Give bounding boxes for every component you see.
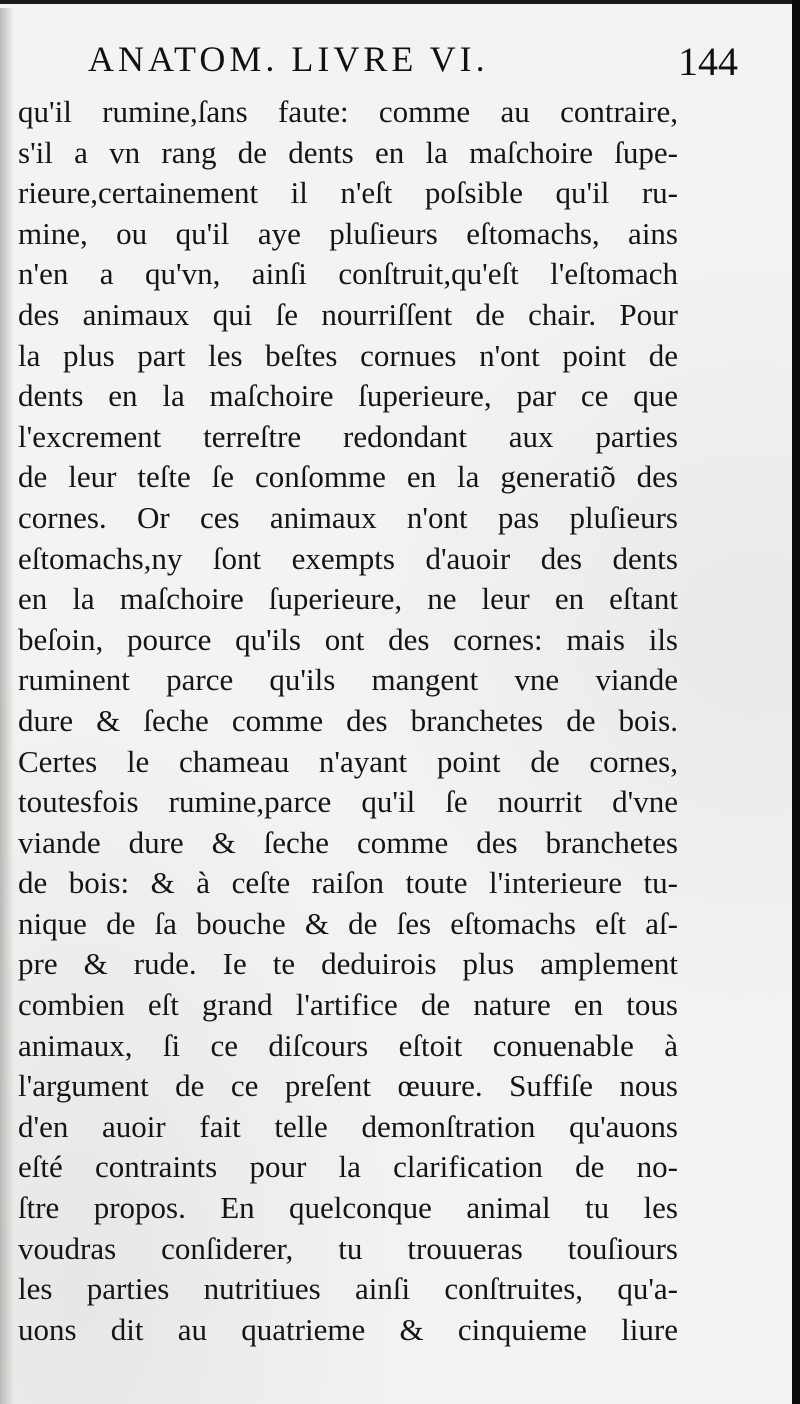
text-line-22: pre & rude. Ie te deduirois plus amplement (18, 946, 678, 982)
text-line-16: dure & ſeche comme des branchetes de bois. (18, 702, 678, 738)
text-line-12: eſtomachs,ny ſont exempts d'auoir des dents (18, 540, 678, 576)
page-header (88, 34, 738, 84)
text-line-10: de leur teſte ſe conſomme en la generatiõ des (18, 459, 678, 495)
text-line-4: mine, ou qu'il aye pluſieurs eſtomachs, ains (18, 215, 678, 251)
text-line-25: l'argument de ce preſent œuure. Suffiſe nous (18, 1068, 678, 1104)
text-line-14: beſoin, pource qu'ils ont des cornes: mais ils (18, 621, 678, 657)
text-line-11: cornes. Or ces animaux n'ont pas pluſieurs (18, 499, 678, 535)
text-line-9: l'excrement terreſtre redondant aux parties (18, 418, 678, 454)
text-line-19: viande dure & ſeche comme des branchetes (18, 824, 678, 860)
text-line-26: d'en auoir fait telle demonſtration qu'auons (18, 1108, 678, 1144)
text-line-1: qu'il rumine,ſans faute: comme au contraire, (18, 94, 678, 129)
body-text (18, 92, 678, 1350)
page-edge-shadow (792, 0, 800, 1404)
text-line-31: uons dit au quatrieme & cinquieme liure (18, 1311, 678, 1347)
text-line-18: toutesfois rumine,parce qu'il ſe nourrit d'vne (18, 784, 678, 820)
text-line-15: ruminent parce qu'ils mangent vne viande (18, 662, 678, 698)
text-line-17: Certes le chameau n'ayant point de cornes, (18, 743, 678, 779)
text-line-20: de bois: & à ceſte raiſon toute l'interieure tu- (18, 865, 678, 901)
text-line-13: en la maſchoire ſuperieure, ne leur en eſtant (18, 581, 678, 617)
book-page (0, 4, 792, 1404)
text-line-24: animaux, ſi ce diſcours eſtoit conuenable à (18, 1027, 678, 1063)
page-number: 144 (678, 39, 738, 84)
text-line-30: les parties nutritiues ainſi conſtruites, qu'a- (18, 1271, 678, 1307)
text-line-5: n'en a qu'vn, ainſi conſtruit,qu'eſt l'eſtomach (18, 256, 678, 292)
text-line-27: eſté contraints pour la clarification de no- (18, 1149, 678, 1185)
page-gutter-shadow (0, 8, 14, 1404)
text-line-2: s'il a vn rang de dents en la maſchoire ſupe- (18, 134, 678, 170)
text-line-3: rieure,certainement il n'eſt poſsible qu'il ru- (18, 175, 678, 211)
text-line-28: ſtre propos. En quelconque animal tu les (18, 1190, 678, 1226)
text-line-23: combien eſt grand l'artifice de nature en tous (18, 987, 678, 1023)
running-head: ANATOM. LIVRE VI. (88, 39, 489, 79)
text-line-21: nique de ſa bouche & de ſes eſtomachs eſt aſ- (18, 905, 678, 941)
text-line-8: dents en la maſchoire ſuperieure, par ce que (18, 378, 678, 414)
text-line-29: voudras conſiderer, tu trouueras touſiours (18, 1230, 678, 1266)
text-line-7: la plus part les beſtes cornues n'ont point de (18, 337, 678, 373)
text-line-6: des animaux qui ſe nourriſſent de chair. Pour (18, 296, 678, 332)
